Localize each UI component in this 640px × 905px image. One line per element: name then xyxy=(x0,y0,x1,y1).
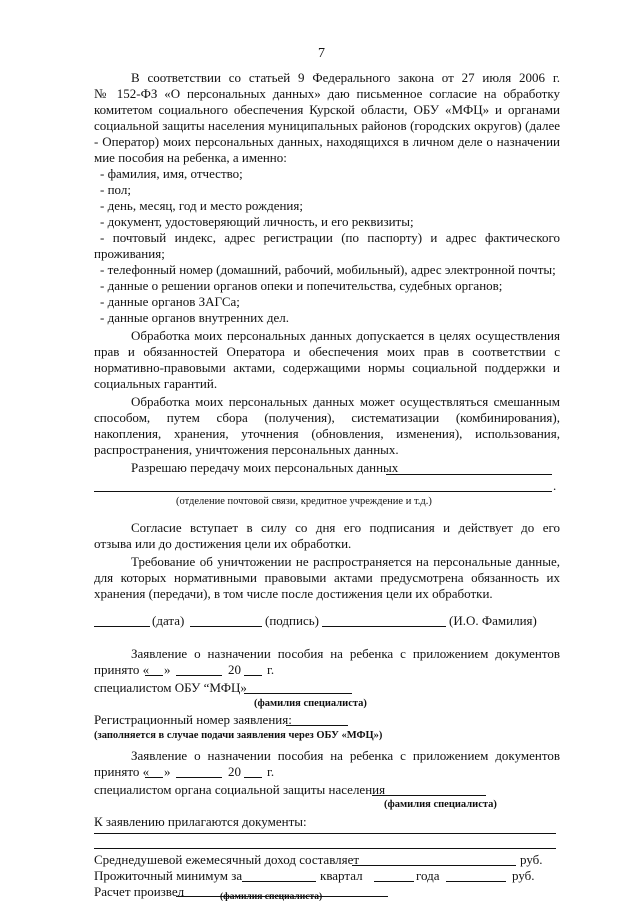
attachments-label: К заявлению прилагаются документы: xyxy=(94,814,307,829)
list-item: - данные органов ЗАГСа; xyxy=(100,294,240,309)
min-year-label: года xyxy=(416,868,440,883)
social-day-field[interactable] xyxy=(145,777,163,778)
consent-line-3: комитетом социального обеспечения Курской области, ОБУ «МФЦ» и органами xyxy=(94,102,560,117)
method-line-1: Обработка моих персональных данных может осуществляться смешанным xyxy=(131,394,560,409)
calc-label: Расчет произвел xyxy=(94,884,185,899)
list-item: - почтовый индекс, адрес регистрации (по паспорту) и адрес фактического xyxy=(100,230,560,245)
avg-income-unit: руб. xyxy=(520,852,543,867)
social-month-field[interactable] xyxy=(176,777,222,778)
transfer-caption: (отделение почтовой связи, кредитное учреждение и т.д.) xyxy=(176,496,432,507)
min-unit: руб. xyxy=(512,868,535,883)
min-quarter-field[interactable] xyxy=(242,881,316,882)
signature-field[interactable] xyxy=(190,626,262,627)
list-item: - данные органов внутренних дел. xyxy=(100,310,290,325)
mfc-specialist-caption: (фамилия специалиста) xyxy=(254,698,367,709)
min-income-label: Прожиточный минимум за xyxy=(94,868,243,883)
mfc-year-suffix: г. xyxy=(267,662,275,677)
social-specialist-label: специалистом органа социальной защиты населения xyxy=(94,782,386,797)
social-year-suffix: г. xyxy=(267,764,275,779)
mfc-year-prefix: 20 xyxy=(228,662,241,677)
method-line-2: способом, путем сбора (получения), систематизации (комбинирования), xyxy=(94,410,560,425)
validity-line-1: Согласие вступает в силу со дня его подписания и действует до его xyxy=(131,520,560,535)
list-item: - телефонный номер (домашний, рабочий, мобильный), адрес электронной почты; xyxy=(100,262,556,277)
purpose-line-3: нормативно-правовыми актами, содержащими нормы социальной поддержки и xyxy=(94,360,560,375)
social-year-field[interactable] xyxy=(244,777,262,778)
mfc-application-line: Заявление о назначении пособия на ребенка с приложением документов xyxy=(131,646,560,661)
name-label: (И.О. Фамилия) xyxy=(449,613,537,628)
avg-income-label: Среднедушевой ежемесячный доход составляет xyxy=(94,852,360,867)
name-field[interactable] xyxy=(322,626,446,627)
transfer-end: . xyxy=(553,478,557,493)
reg-number-note: (заполняется в случае подачи заявления через ОБУ «МФЦ») xyxy=(94,730,383,741)
page-number: 7 xyxy=(318,46,325,61)
consent-line-6: мие пособия на ребенка, а именно: xyxy=(94,150,287,165)
mfc-accepted-prefix: принято « xyxy=(94,662,150,677)
avg-income-field[interactable] xyxy=(352,865,516,866)
consent-line-1: В соответствии со статьей 9 Федерального закона от 27 июля 2006 г. xyxy=(131,70,560,85)
reg-number-field[interactable] xyxy=(286,725,348,726)
destruction-line-1: Требование об уничтожении не распространяется на персональные данные, xyxy=(131,554,560,569)
validity-line-2: отзыва или до достижения цели их обработки. xyxy=(94,536,352,551)
method-line-3: накопления, хранения, уточнения (обновления, изменения), использования, xyxy=(94,426,560,441)
mfc-year-field[interactable] xyxy=(244,675,262,676)
mfc-accepted-mid: » xyxy=(164,662,171,677)
social-accepted-mid: » xyxy=(164,764,171,779)
consent-line-4: социальной защиты населения муниципальных районов (городских округов) (далее xyxy=(94,118,560,133)
destruction-line-3: хранения (передачи), в том числе после достижения цели их обработки. xyxy=(94,586,493,601)
attachments-field-2[interactable] xyxy=(94,848,556,849)
social-year-prefix: 20 xyxy=(228,764,241,779)
consent-line-5: - Оператор) моих персональных данных, находящихся в личном деле о назначении xyxy=(94,134,560,149)
mfc-specialist-label: специалистом ОБУ “МФЦ» xyxy=(94,680,247,695)
list-item: - день, месяц, год и место рождения; xyxy=(100,198,303,213)
mfc-month-field[interactable] xyxy=(176,675,222,676)
method-line-4: распространения, уничтожения персональных данных. xyxy=(94,442,399,457)
date-label: (дата) xyxy=(152,613,185,628)
list-item: - пол; xyxy=(100,182,131,197)
transfer-label: Разрешаю передачу моих персональных данных xyxy=(131,460,399,475)
min-amount-field[interactable] xyxy=(446,881,506,882)
mfc-specialist-field[interactable] xyxy=(244,693,352,694)
list-item: - фамилия, имя, отчество; xyxy=(100,166,243,181)
purpose-line-2: прав и обязанностей Оператора и обеспечения моих прав в соответствии с xyxy=(94,344,560,359)
calc-specialist-caption: (фамилия специалиста) xyxy=(220,892,323,902)
social-specialist-caption: (фамилия специалиста) xyxy=(384,799,497,810)
list-item: - документ, удостоверяющий личность, и его реквизиты; xyxy=(100,214,414,229)
transfer-recipient-field-2[interactable] xyxy=(94,491,552,492)
signature-label: (подпись) xyxy=(265,613,319,628)
mfc-day-field[interactable] xyxy=(145,675,163,676)
list-item: проживания; xyxy=(94,246,165,261)
date-field[interactable] xyxy=(94,626,150,627)
destruction-line-2: для которых нормативными правовыми актами предусмотрена обязанность их xyxy=(94,570,560,585)
min-year-field[interactable] xyxy=(374,881,414,882)
social-specialist-field[interactable] xyxy=(372,795,486,796)
attachments-field-1[interactable] xyxy=(94,833,556,834)
reg-number-label: Регистрационный номер заявления: xyxy=(94,712,292,727)
min-quarter-label: квартал xyxy=(320,868,363,883)
list-item: - данные о решении органов опеки и попечительства, судебных органов; xyxy=(100,278,503,293)
transfer-recipient-field[interactable] xyxy=(386,474,552,475)
social-accepted-prefix: принято « xyxy=(94,764,150,779)
consent-line-2: № 152-ФЗ «О персональных данных» даю письменное согласие на обработку xyxy=(94,86,560,101)
social-application-line: Заявление о назначении пособия на ребенка с приложением документов xyxy=(131,748,560,763)
purpose-line-1: Обработка моих персональных данных допускается в целях осуществления xyxy=(131,328,560,343)
purpose-line-4: социальных гарантий. xyxy=(94,376,218,391)
